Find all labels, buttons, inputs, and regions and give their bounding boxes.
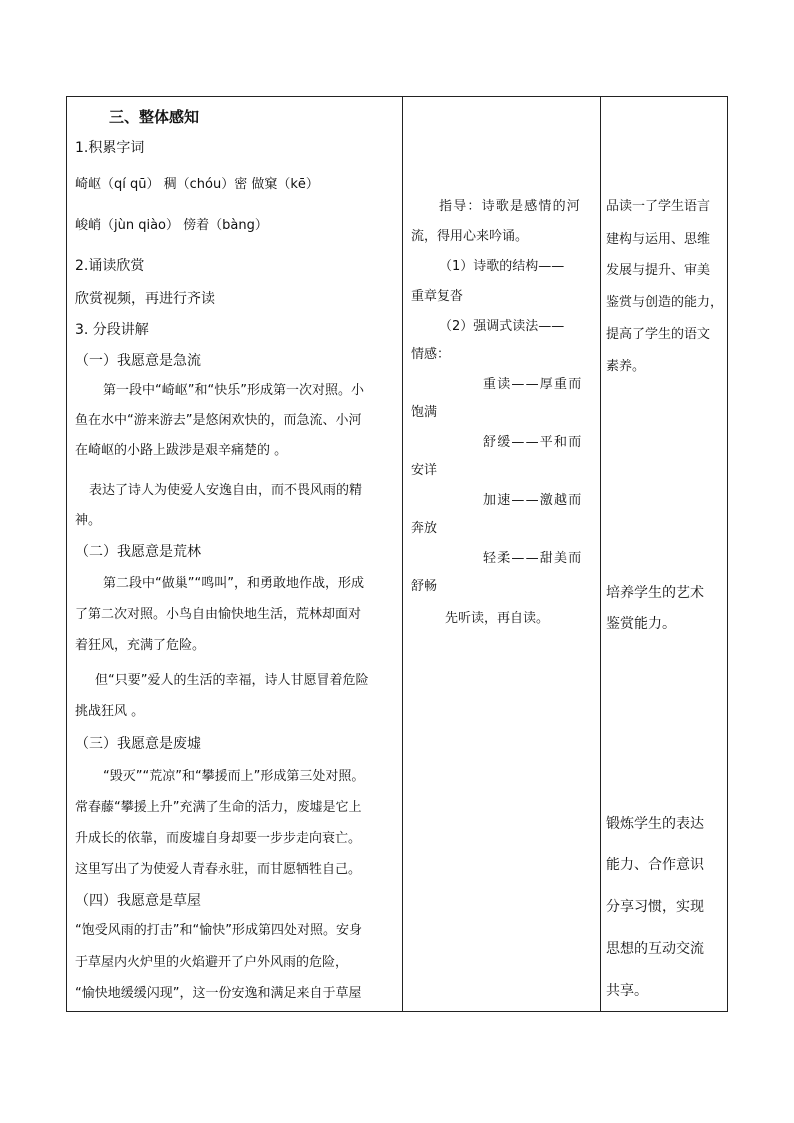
intent-line: 建构与运用、思维 xyxy=(606,232,711,247)
intent-line: 共享。 xyxy=(606,983,648,999)
paragraph-line: 这里写出了为使爱人青春永驻，而甘愿牺牲自己。 xyxy=(75,862,362,877)
paragraph-line: “愉快地缓缓闪现”，这一份安逸和满足来自于草屋 xyxy=(75,986,362,1001)
guidance-line: 轻柔——甜美而 xyxy=(483,551,583,566)
guidance-line: 加速——激越而 xyxy=(483,493,583,508)
paragraph-line: 欣赏视频，再进行齐读 xyxy=(75,291,215,307)
guidance-line: 指导：诗歌是感情的河 xyxy=(439,199,582,214)
guidance-line: 安详 xyxy=(411,463,438,478)
vocab-line: 峻峭（jùn qiào） 傍着（bàng） xyxy=(75,218,268,233)
guidance-column xyxy=(403,97,600,1011)
guidance-line: 情感： xyxy=(411,347,451,362)
vocab-line: 崎岖（qí qū） 稠（chóu）密 做窠（kē） xyxy=(75,177,319,192)
paragraph-line: 第二段中“做巢”“鸣叫”，和勇敢地作战，形成 xyxy=(103,576,364,591)
intent-line: 品读一了学生语言 xyxy=(606,199,711,214)
intent-line: 鉴赏能力。 xyxy=(606,616,676,632)
paragraph-line: 了第二次对照。小鸟自由愉快地生活，荒林却面对 xyxy=(75,607,362,622)
intent-line: 培养学生的艺术 xyxy=(606,585,704,601)
guidance-line: 重读——厚重而 xyxy=(483,377,583,392)
paragraph-line: 第一段中“崎岖”和“快乐”形成第一次对照。小 xyxy=(103,383,364,398)
intent-line: 思想的互动交流 xyxy=(606,941,704,957)
guidance-line: 舒畅 xyxy=(411,579,438,594)
intent-line: 提高了学生的语文 xyxy=(606,327,711,342)
paragraph-line: 表达了诗人为使爱人安逸自由，而不畏风雨的精 xyxy=(89,483,363,498)
guidance-line: 先听读，再自读。 xyxy=(445,611,550,626)
paragraph-line: 升成长的依靠，而废墟自身却要一步步走向衰亡。 xyxy=(75,831,362,846)
paragraph-heading: （二）我愿意是荒林 xyxy=(75,544,201,560)
guidance-line: 饱满 xyxy=(411,405,438,420)
paragraph-line: 常春藤“攀援上升”充满了生命的活力，废墟是它上 xyxy=(75,800,362,815)
intent-line: 发展与提升、审美 xyxy=(606,263,711,278)
paragraph-heading: （一）我愿意是急流 xyxy=(75,353,201,369)
intent-line: 鉴赏与创造的能力， xyxy=(606,295,724,310)
guidance-line: 重章复沓 xyxy=(411,289,464,304)
guidance-line: （1）诗歌的结构—— xyxy=(439,259,565,274)
intent-line: 能力、合作意识 xyxy=(606,857,704,873)
paragraph-line: 在崎岖的小路上跋涉是艰辛痛楚的 。 xyxy=(75,443,288,458)
paragraph-line: 挑战狂风 。 xyxy=(75,704,145,719)
paragraph-line: “饱受风雨的打击”和“愉快”形成第四处对照。安身 xyxy=(75,923,362,938)
subsection-title: 3. 分段讲解 xyxy=(75,322,149,338)
intent-line: 分享习惯，实现 xyxy=(606,899,704,915)
subsection-title: 1.积累字词 xyxy=(75,140,145,156)
paragraph-line: 神。 xyxy=(75,513,102,528)
paragraph-heading: （四）我愿意是草屋 xyxy=(75,893,201,909)
paragraph-heading: （三）我愿意是废墟 xyxy=(75,736,201,752)
guidance-line: （2）强调式读法—— xyxy=(439,319,565,334)
paragraph-line: 鱼在水中“游来游去”是悠闲欢快的，而急流、小河 xyxy=(75,413,362,428)
subsection-title: 2.诵读欣赏 xyxy=(75,258,145,274)
lesson-plan-table xyxy=(66,96,728,1012)
intent-column xyxy=(601,97,728,1011)
paragraph-line: 于草屋内火炉里的火焰避开了户外风雨的危险， xyxy=(75,955,349,970)
intent-line: 素养。 xyxy=(606,359,646,374)
guidance-line: 舒缓——平和而 xyxy=(483,435,583,450)
intent-line: 锻炼学生的表达 xyxy=(606,816,704,832)
paragraph-line: “毁灭”“荒凉”和“攀援而上”形成第三处对照。 xyxy=(103,769,365,784)
guidance-line: 流，得用心来吟诵。 xyxy=(411,229,529,244)
content-column xyxy=(67,97,402,1011)
paragraph-line: 着狂风，充满了危险。 xyxy=(75,638,206,653)
section-heading: 三、整体感知 xyxy=(109,108,200,126)
paragraph-line: 但“只要”爱人的生活的幸福，诗人甘愿冒着危险 xyxy=(95,673,369,688)
guidance-line: 奔放 xyxy=(411,521,438,536)
